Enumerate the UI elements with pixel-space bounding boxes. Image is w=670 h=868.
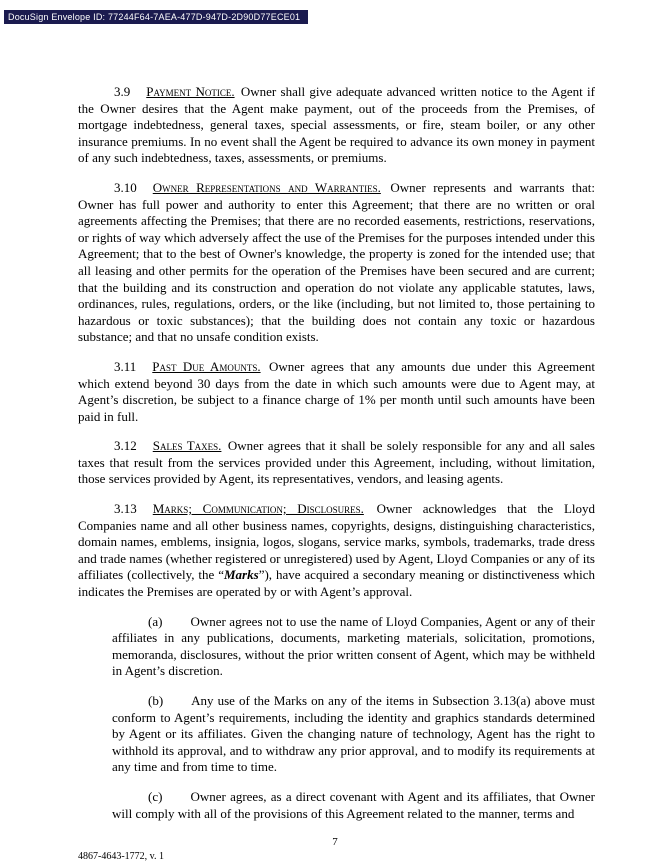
section-number: 3.11 [114,358,137,374]
section-heading: Payment Notice. [146,84,235,99]
subsection-b [112,693,595,776]
section-body: Owner represents and warrants that: Owner has full power and authority to enter this Agreement; that there are no written or oral agreements affecting the Premises; that there are no recorded easements, restrictions, reservations, or rights of way which adversely affect the use of the Premises for the purposes intended under this Agreement; that to the best of Owner's knowledge, the property is zoned for the intended use; that all leasing and other permits for the operation of the Premises have been secured and are current; that the building and its construction and operation do not violate any applicable statutes, laws, ordinances, rules, regulations, orders, or the like (including, but not limited to, those pertaining to hazardous or toxic substances); that the building does not contain any toxic or hazardous substance; and that no unsafe condition exists. [78,179,596,345]
page-number: 7 [332,836,338,848]
section-number: 3.12 [114,438,137,454]
subsection-body: Owner agrees, as a direct covenant with Agent and its affiliates, that Owner will comply with all of the provisions of this Agreement related to the manner, terms and [112,788,595,821]
section-heading: Past Due Amounts. [152,358,261,374]
marks-defined-term: Marks [224,567,259,583]
section-heading: Marks; Communication; Disclosures. [152,501,364,517]
docusign-envelope-id-bar: DocuSign Envelope ID: 77244F64-7AEA-477D-947D-2D90D77ECE01 [4,10,308,24]
section-body-post: ”), have acquired a secondary meaning or distinctiveness which indicates the Premises are operated by or with Agent’s approval. [78,567,595,600]
section-3-10 [78,180,595,346]
section-heading: Sales Taxes. [152,438,222,454]
section-body: Owner shall give adequate advanced written notice to the Agent if the Owner desires that the Agent make payment, out of the proceeds from the Premises, of mortgage indebtedness, general taxes, special assessments, or fire, steam boiler, or any other insurance premiums. In no event shall the Agent be required to advance its own money in payment of any such indebtedness, taxes, assessments, or premiums. [78,84,596,166]
subsection-label: (c) [148,788,163,804]
section-body: Owner agrees that any amounts due under this Agreement which extend beyond 30 days from the date in which such amounts were due to Agent may, at Agent’s discretion, be subject to a finance charge of 1% per month until such amounts have been paid in full. [78,358,596,424]
section-3-11 [78,359,595,425]
section-heading: Owner Representations and Warranties. [152,179,381,195]
document-content [78,84,595,835]
subsection-body: Any use of the Marks on any of the items in Subsection 3.13(a) above must conform to Agent’s requirements, including the identity and graphics standards determined by Agent or its affiliates. Given the changing nature of technology, Agent has the right to withhold its approval, and to withdraw any prior approval, and to modify its requirements at any time and from time to time. [112,693,595,775]
section-body-pre: Owner acknowledges that the Lloyd Companies name and all other business names, copyrights, designs, distinguishing characteristics, domain names, emblems, insignia, logos, slogans, service marks, symbols, trademarks, trade dress and trade names (whether registered or unregistered) used by Agent, Lloyd Companies or any of its affiliates (collectively, the “ [78,501,595,583]
subsection-a [112,614,595,680]
section-body: Owner agrees that it shall be solely responsible for any and all sales taxes that result from the services provided under this Agreement, including, without limitation, those services provided by Agent, its representatives, vendors, and leasing agents. [78,438,595,487]
subsection-label: (b) [148,693,164,708]
document-reference-number: 4867-4643-1772, v. 1 [78,851,165,862]
section-3-9 [78,84,595,167]
section-number: 3.13 [114,501,137,517]
section-number: 3.10 [114,179,137,195]
subsection-body: Owner agrees not to use the name of Lloyd Companies, Agent or any of their affiliates in any publications, documents, marketing materials, solicitation, promotions, memoranda, disclosures, without the prior written consent of Agent, which may be withheld in Agent’s discretion. [112,613,595,679]
section-3-13 [78,501,595,601]
section-number: 3.9 [114,84,131,99]
subsection-c [112,789,595,822]
section-3-12 [78,438,595,488]
subsection-label: (a) [148,613,163,629]
